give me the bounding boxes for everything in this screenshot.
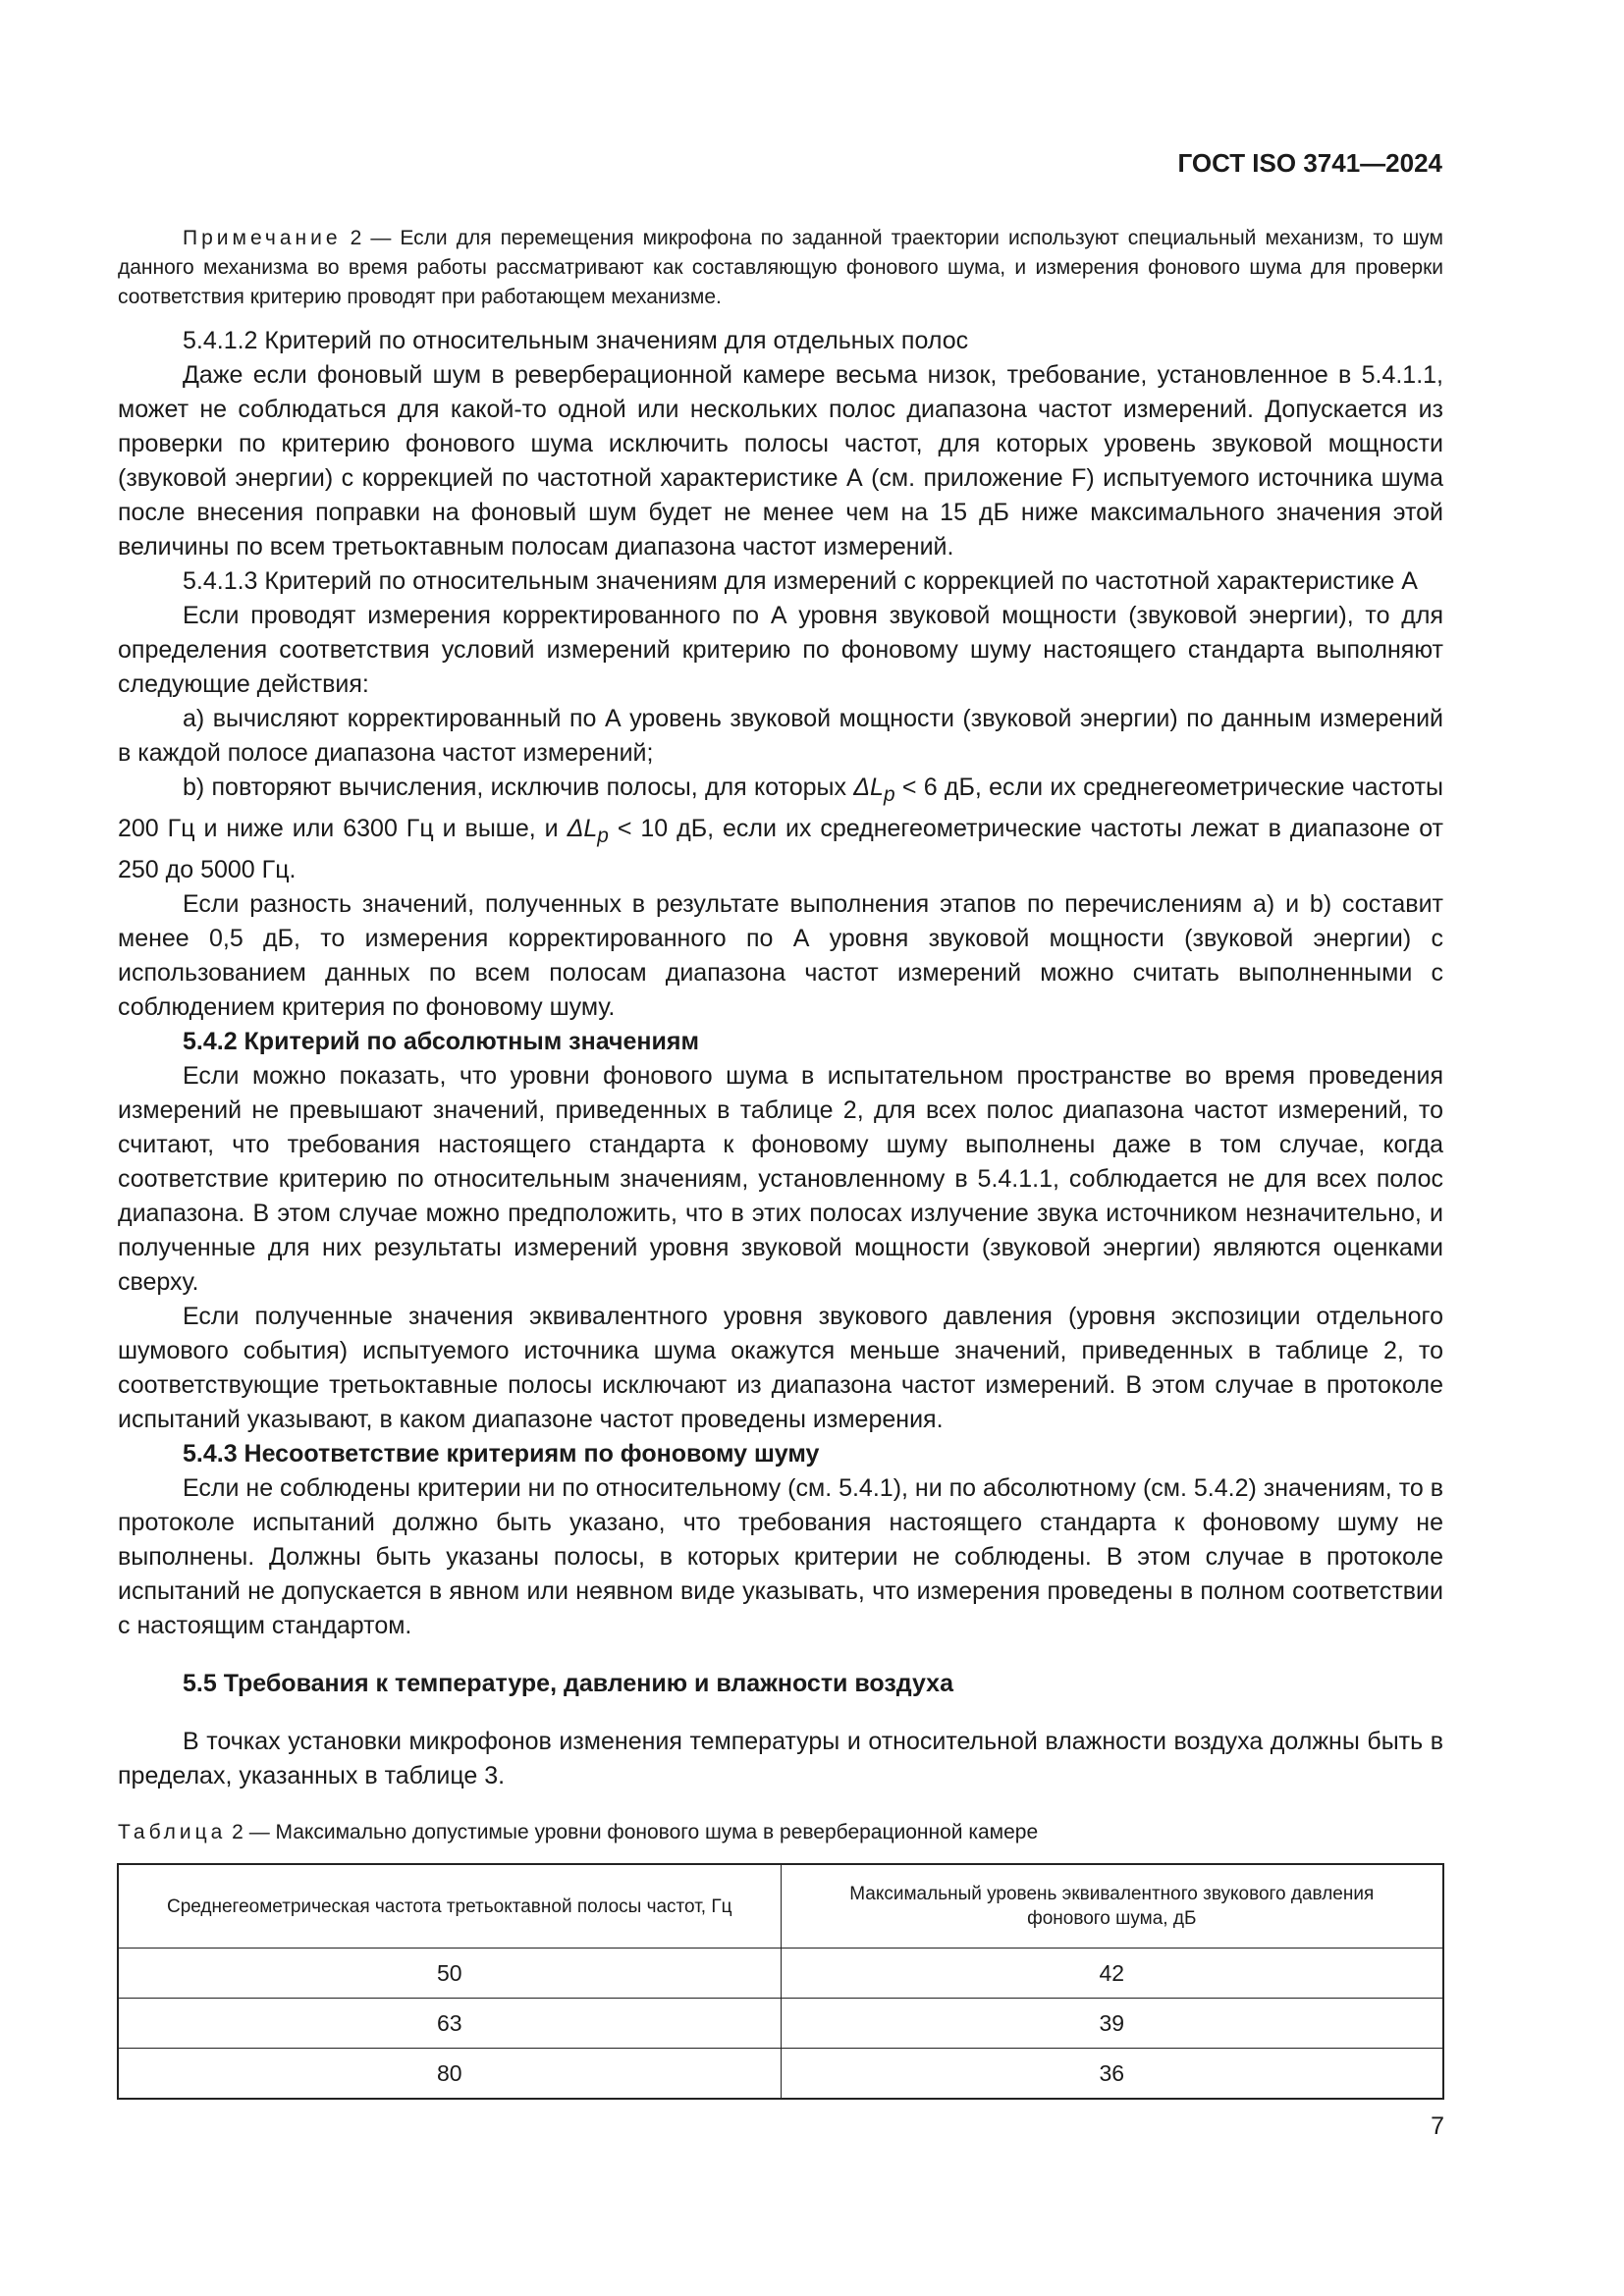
list-item-b-part1: b) повторяют вычисления, исключив полосы, для которых bbox=[183, 774, 854, 801]
cell-frequency: 50 bbox=[118, 1949, 781, 1999]
clause-5-4-1-2-title: 5.4.1.2 Критерий по относительным значениям для отдельных полос bbox=[183, 327, 969, 354]
clause-5-4-2-body2: Если полученные значения эквивалентного уровня звукового давления (уровня экспозиции отдельного шумового события) испытуемого источника шума окажутся меньше значений, приведенных в таблице 2, то соответствующие третьоктавные полосы исключают из диапазона частот измерений. В этом случае в протоколе испытаний указывают, в каком диапазоне частот проведены измерения. bbox=[118, 1303, 1443, 1433]
clause-5-4-2-title: 5.4.2 Критерий по абсолютным значениям bbox=[183, 1028, 699, 1055]
clause-5-4-1-3-outro: Если разность значений, полученных в результате выполнения этапов по перечислениям а) и b) составит менее 0,5 дБ, то измерения корректированного по А уровня звуковой мощности (звуковой энергии) с использованием данных по всем полосам диапазона частот измерений можно считать выполненными с соблюдением критерия по фоновому шуму. bbox=[118, 890, 1443, 1021]
clause-5-4-2-body1: Если можно показать, что уровни фонового шума в испытательном пространстве во время проведения измерений не превышают значений, приведенных в таблице 2, для всех полос диапазона частот измерений, то считают, что требования настоящего стандарта к фоновому шуму выполнены даже в том случае, когда соответствие критерию по относительным значениям, установленному в 5.4.1.1, соблюдается не для всех полос диапазона. В этом случае можно предположить, что в этих полосах излучение звука источником незначительно, и полученные для них результаты измерений уровня звуковой мощности (звуковой энергии) являются оценками сверху. bbox=[118, 1062, 1443, 1296]
cell-frequency: 63 bbox=[118, 1999, 781, 2049]
cell-level: 42 bbox=[781, 1949, 1443, 1999]
section-5-5-body: В точках установки микрофонов изменения температуры и относительной влажности воздуха должны быть в пределах, указанных в таблице 3. bbox=[118, 1728, 1443, 1789]
list-item-b-part3: < 10 дБ, если их среднегеометрические частоты лежат в диапазоне от 250 до 5000 Гц. bbox=[118, 815, 1444, 883]
table-2 bbox=[117, 1863, 1444, 2100]
page-number: 7 bbox=[1431, 2112, 1444, 2140]
list-item-a: a) вычисляют корректированный по А уровень звуковой мощности (звуковой энергии) по данным измерений в каждой полосе диапазона частот измерений; bbox=[118, 705, 1443, 767]
cell-level: 39 bbox=[781, 1999, 1443, 2049]
clause-5-4-1-3-intro: Если проводят измерения корректированного по А уровня звуковой мощности (звуковой энергии), то для определения соответствия условий измерений критерию по фоновому шуму настоящего стандарта выполняют следующие действия: bbox=[118, 602, 1443, 698]
table-caption-text: 2 — Максимально допустимые уровни фонового шума в реверберационной камере bbox=[226, 1821, 1039, 1843]
table-row bbox=[118, 2049, 1443, 2100]
column-header-frequency: Среднегеометрическая частота третьоктавной полосы частот, Гц bbox=[118, 1864, 781, 1949]
page-body bbox=[118, 224, 1443, 2100]
document-header: ГОСТ ISO 3741—2024 bbox=[1177, 148, 1442, 178]
table-header-row bbox=[118, 1864, 1443, 1949]
table-2-caption bbox=[118, 1815, 1443, 1849]
note-text: 2 — Если для перемещения микрофона по заданной траектории используют специальный механизм, то шум данного механизма во время работы рассматривают как составляющую фонового шума, и измерения фонового шума для проверки соответствия критерию проводят при работающем механизме. bbox=[118, 227, 1443, 308]
list-item-b-part2: < 6 дБ, если их среднегеометрические частоты 200 Гц и ниже или 6300 Гц и выше, и bbox=[118, 774, 1443, 842]
table-row bbox=[118, 1949, 1443, 1999]
clause-5-4-3-body: Если не соблюдены критерии ни по относительному (см. 5.4.1), ни по абсолютному (см. 5.4.2) значениям, то в протоколе испытаний должно быть указано, что требования настоящего стандарта к фоновому шуму не выполнены. Должны быть указаны полосы, в которых критерии не соблюдены. В этом случае в протоколе испытаний не допускается в явном или неявном виде указывать, что измерения проведены в полном соответствии с настоящим стандартом. bbox=[118, 1474, 1443, 1639]
note-label: Примечание bbox=[183, 227, 342, 249]
cell-frequency: 80 bbox=[118, 2049, 781, 2100]
cell-level: 36 bbox=[781, 2049, 1443, 2100]
delta-lp-symbol: $\Delta L_p$ bbox=[567, 815, 609, 847]
note-2 bbox=[118, 224, 1443, 312]
column-header-level: Максимальный уровень эквивалентного звукового давления фонового шума, дБ bbox=[781, 1864, 1443, 1949]
clause-5-4-3-title: 5.4.3 Несоответствие критериям по фоновому шуму bbox=[183, 1440, 820, 1468]
table-row bbox=[118, 1999, 1443, 2049]
list-item-b bbox=[118, 771, 1443, 887]
delta-lp-symbol: $\Delta L_p$ bbox=[853, 774, 895, 806]
table-label: Таблица bbox=[118, 1821, 227, 1843]
section-5-5-title: 5.5 Требования к температуре, давлению и влажности воздуха bbox=[183, 1670, 953, 1697]
clause-5-4-1-3-title: 5.4.1.3 Критерий по относительным значениям для измерений с коррекцией по частотной характеристике А bbox=[183, 567, 1418, 595]
clause-5-4-1-2-body: Даже если фоновый шум в реверберационной камере весьма низок, требование, установленное в 5.4.1.1, может не соблюдаться для какой-то одной или нескольких полос диапазона частот измерений. Допускается из проверки по критерию фонового шума исключить полосы частот, для которых уровень звуковой мощности (звуковой энергии) с коррекцией по частотной характеристике А (см. приложение F) испытуемого источника шума после внесения поправки на фоновый шум будет не менее чем на 15 дБ ниже максимального значения этой величины по всем третьоктавным полосам диапазона частот измерений. bbox=[118, 361, 1443, 561]
